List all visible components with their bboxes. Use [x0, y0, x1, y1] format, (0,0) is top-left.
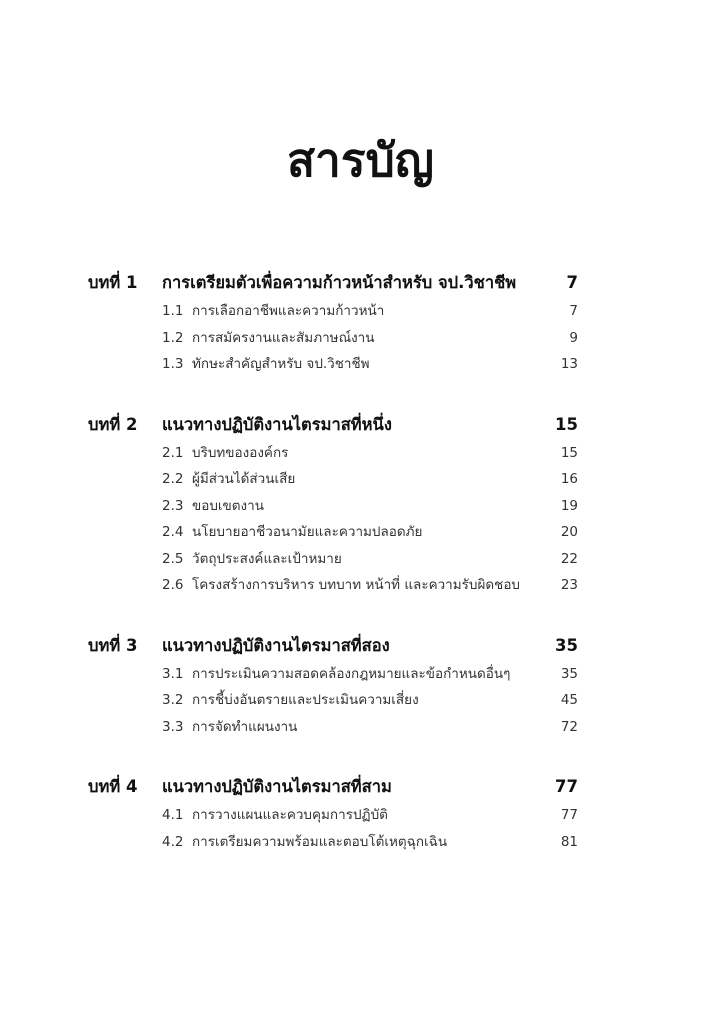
page-title: สารบัญ — [286, 133, 434, 187]
section-list — [88, 298, 578, 378]
chapter-gap — [88, 378, 578, 410]
section-page-number: 23 — [560, 577, 578, 593]
chapter-title: แนวทางปฏิบัติงานไตรมาสที่สอง — [162, 635, 390, 655]
section-page-number: 13 — [560, 356, 578, 372]
chapter-page-number: 7 — [566, 273, 578, 292]
chapter-3 — [88, 631, 578, 741]
section-title: บริบทขององค์กร — [192, 444, 289, 461]
section-title: การจัดทำแผนงาน — [192, 718, 298, 735]
section-entry[interactable] — [88, 572, 578, 599]
chapter-2 — [88, 410, 578, 599]
chapter-heading[interactable] — [88, 268, 578, 298]
section-entry[interactable] — [88, 466, 578, 493]
section-title: การวางแผนและควบคุมการปฏิบัติ — [192, 807, 388, 823]
section-number: 2.6 — [162, 577, 184, 593]
section-number: 2.4 — [162, 524, 184, 540]
chapter-1 — [88, 268, 578, 378]
section-page-number: 7 — [569, 303, 578, 319]
section-list — [88, 802, 578, 855]
chapter-number: บทที่ 4 — [88, 777, 138, 796]
chapter-number: บทที่ 2 — [88, 414, 138, 434]
chapter-title: การเตรียมตัวเพื่อความก้าวหน้าสำหรับ จป.วิชาชีพ — [162, 273, 517, 292]
section-entry[interactable] — [88, 351, 578, 378]
section-title: ผู้มีส่วนได้ส่วนเสีย — [192, 471, 296, 487]
chapter-heading[interactable] — [88, 772, 578, 802]
chapter-number: บทที่ 3 — [88, 635, 138, 655]
section-number: 2.5 — [162, 550, 184, 567]
section-title: วัตถุประสงค์และเป้าหมาย — [192, 550, 342, 567]
section-number: 3.1 — [162, 665, 184, 682]
section-entry[interactable] — [88, 802, 578, 829]
section-page-number: 15 — [560, 444, 578, 461]
section-entry[interactable] — [88, 519, 578, 546]
section-number: 2.3 — [162, 497, 184, 514]
section-title: การชี้บ่งอันตรายและประเมินความเสี่ยง — [192, 692, 419, 708]
section-title: การเลือกอาชีพและความก้าวหน้า — [192, 303, 385, 319]
section-number: 3.2 — [162, 692, 184, 708]
section-entry[interactable] — [88, 661, 578, 688]
section-entry[interactable] — [88, 829, 578, 856]
section-title: ขอบเขตงาน — [192, 497, 264, 514]
section-entry[interactable] — [88, 493, 578, 520]
section-entry[interactable] — [88, 440, 578, 467]
section-title: ทักษะสำคัญสำหรับ จป.วิชาชีพ — [192, 356, 370, 372]
section-number: 1.2 — [162, 329, 184, 346]
section-number: 2.2 — [162, 471, 184, 487]
section-page-number: 45 — [560, 692, 578, 708]
section-number: 4.1 — [162, 807, 184, 823]
section-number: 1.1 — [162, 303, 184, 319]
section-entry[interactable] — [88, 325, 578, 352]
section-entry[interactable] — [88, 687, 578, 714]
section-page-number: 22 — [560, 550, 578, 567]
section-page-number: 20 — [560, 524, 578, 540]
chapter-gap — [88, 740, 578, 772]
chapter-title: แนวทางปฏิบัติงานไตรมาสที่หนึ่ง — [162, 414, 392, 434]
chapter-gap — [88, 599, 578, 631]
section-title: การเตรียมความพร้อมและตอบโต้เหตุฉุกเฉิน — [192, 833, 448, 850]
chapter-page-number: 35 — [555, 635, 578, 655]
section-number: 1.3 — [162, 356, 184, 372]
section-entry[interactable] — [88, 714, 578, 741]
section-page-number: 81 — [560, 833, 578, 850]
section-page-number: 72 — [560, 718, 578, 735]
section-number: 2.1 — [162, 444, 184, 461]
chapter-page-number: 15 — [555, 414, 578, 434]
section-title: นโยบายอาชีวอนามัยและความปลอดภัย — [192, 524, 423, 540]
section-page-number: 19 — [560, 497, 578, 514]
section-list — [88, 661, 578, 741]
section-entry[interactable] — [88, 546, 578, 573]
chapter-page-number: 77 — [555, 777, 578, 796]
section-page-number: 35 — [560, 665, 578, 682]
chapter-heading[interactable] — [88, 631, 578, 661]
section-title: โครงสร้างการบริหาร บทบาท หน้าที่ และความรับผิดชอบ — [192, 577, 520, 593]
chapter-title: แนวทางปฏิบัติงานไตรมาสที่สาม — [162, 777, 392, 796]
section-title: การประเมินความสอดคล้องกฎหมายและข้อกำหนดอื่นๆ — [192, 665, 511, 682]
section-title: การสมัครงานและสัมภาษณ์งาน — [192, 329, 375, 346]
table-of-contents — [88, 268, 578, 855]
chapter-4 — [88, 772, 578, 855]
section-page-number: 9 — [569, 329, 578, 346]
section-entry[interactable] — [88, 298, 578, 325]
chapter-heading[interactable] — [88, 410, 578, 440]
section-list — [88, 440, 578, 599]
section-number: 3.3 — [162, 718, 184, 735]
section-page-number: 77 — [560, 807, 578, 823]
section-page-number: 16 — [560, 471, 578, 487]
chapter-number: บทที่ 1 — [88, 273, 138, 292]
section-number: 4.2 — [162, 833, 184, 850]
